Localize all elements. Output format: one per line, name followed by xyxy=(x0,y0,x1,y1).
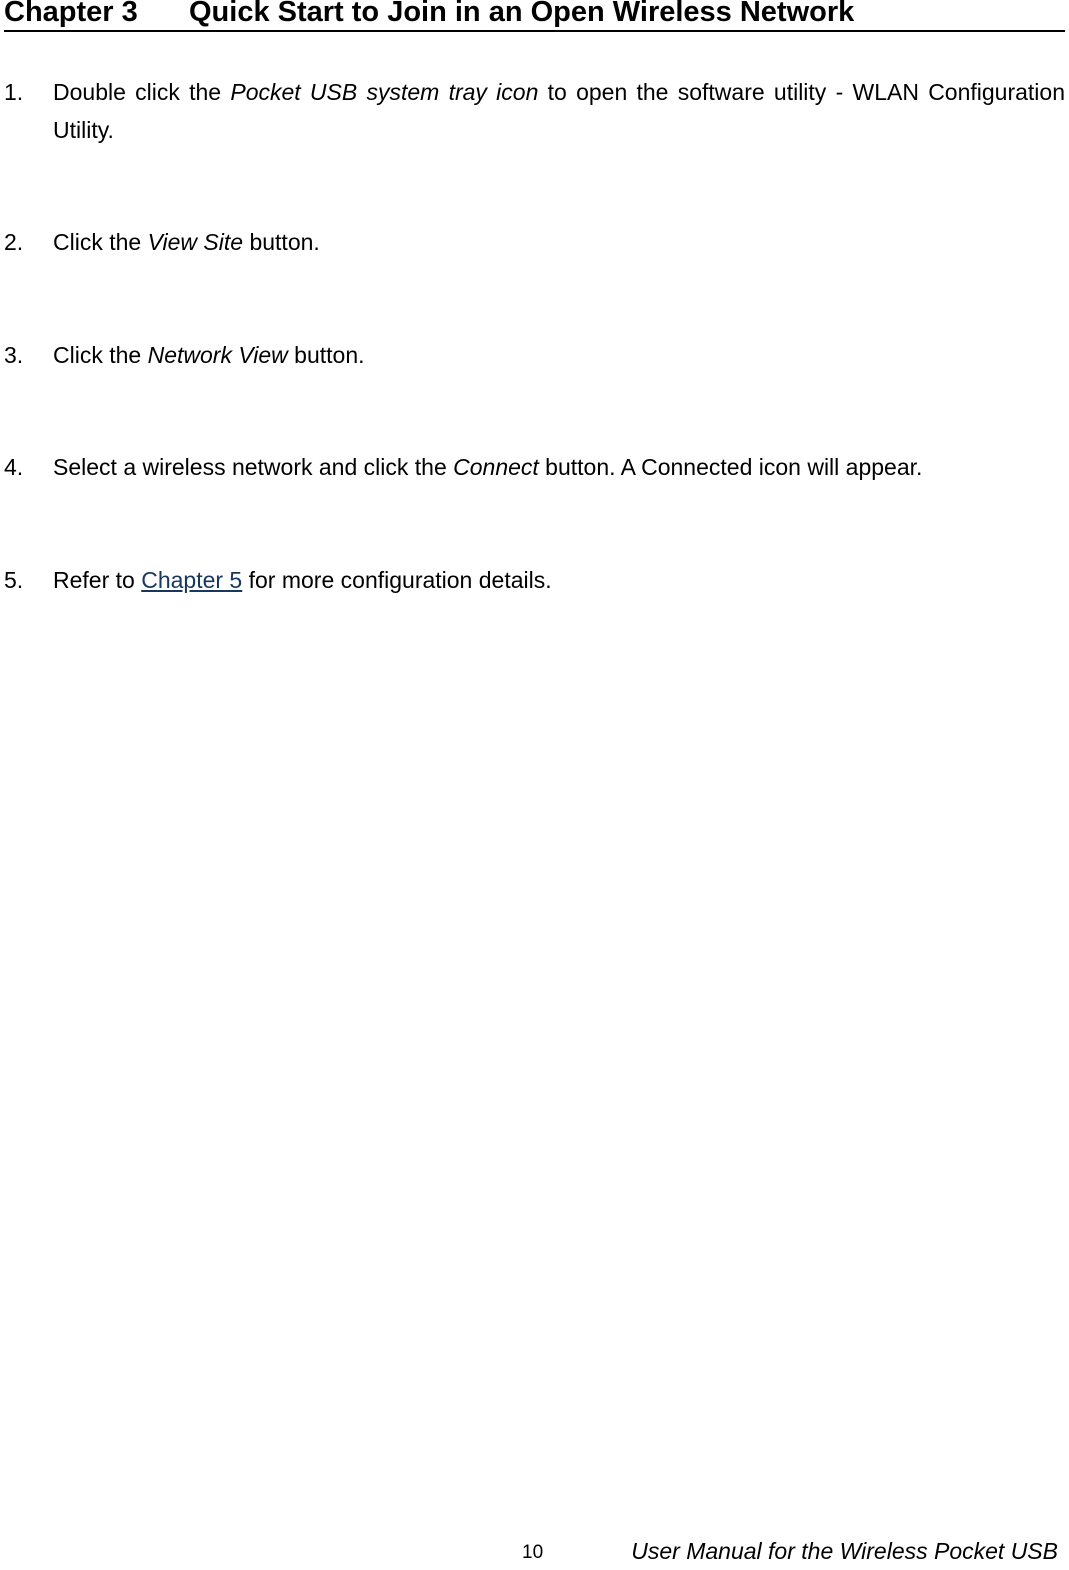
step-text-before: Click the xyxy=(53,342,148,368)
step-text xyxy=(53,448,1065,486)
step-number: 5. xyxy=(4,567,24,593)
step-text-before: Double click the xyxy=(53,79,231,105)
step-emphasis: Pocket USB system tray icon xyxy=(230,79,539,105)
chapter-5-link[interactable]: Chapter 5 xyxy=(141,567,243,593)
step-number: 2. xyxy=(4,229,24,255)
step-text xyxy=(53,223,1065,261)
step-text xyxy=(53,336,1065,374)
step-3 xyxy=(4,336,1065,374)
step-5 xyxy=(4,561,1065,599)
step-text-before: Select a wireless network and click the xyxy=(53,454,454,480)
chapter-number: Chapter 3 xyxy=(4,0,138,28)
chapter-heading xyxy=(4,0,1065,32)
step-text-after: to open the software utility - WLAN Configuration Utility. xyxy=(53,79,1066,143)
step-text-after: for more configuration details. xyxy=(242,567,552,593)
step-number: 4. xyxy=(4,454,24,480)
step-text-after: button. A Connected icon will appear. xyxy=(538,454,923,480)
step-emphasis: Connect xyxy=(453,454,539,480)
step-2 xyxy=(4,223,1065,261)
step-text xyxy=(53,73,1065,149)
chapter-title: Quick Start to Join in an Open Wireless Network xyxy=(189,0,855,28)
step-text-before: Click the xyxy=(53,229,148,255)
step-1 xyxy=(4,73,1065,149)
step-number: 3. xyxy=(4,342,24,368)
step-4 xyxy=(4,448,1065,486)
page-number: 10 xyxy=(522,1542,544,1563)
step-text-before: Refer to xyxy=(53,567,142,593)
step-number: 1. xyxy=(4,79,24,105)
manual-title: User Manual for the Wireless Pocket USB xyxy=(631,1538,1058,1564)
step-text-after: button. xyxy=(287,342,365,368)
step-emphasis: View Site xyxy=(147,229,244,255)
page-footer xyxy=(0,1534,1069,1568)
step-text-after: button. xyxy=(243,229,320,255)
step-text xyxy=(53,561,1065,599)
step-emphasis: Network View xyxy=(147,342,288,368)
